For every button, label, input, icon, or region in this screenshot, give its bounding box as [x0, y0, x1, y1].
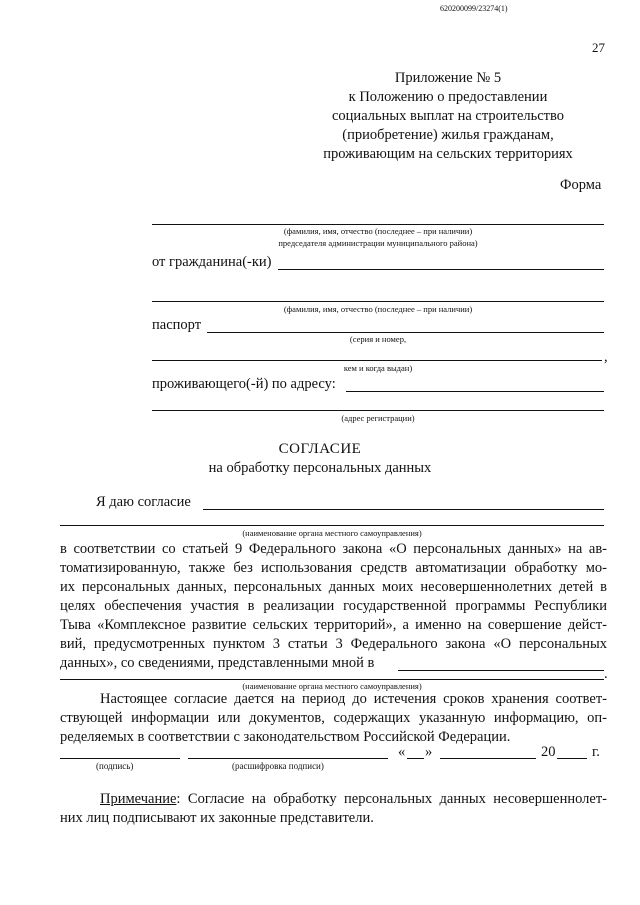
- passport-issued-caption: кем и когда выдан): [343, 363, 413, 373]
- head-name-line[interactable]: [152, 224, 604, 225]
- head-name-caption-1: (фамилия, имя, отчество (последнее – при наличии): [283, 226, 473, 236]
- consent-start: Я даю согласие: [96, 494, 191, 510]
- body-line: вий, предусмотренных пунктом 3 статьи 3 Федерального закона «О персональных: [60, 636, 607, 652]
- address-caption: (адрес регистрации): [341, 413, 415, 423]
- body-line: целях обеспечения участия в реализации государственной программы Республики: [60, 598, 607, 614]
- from-citizen-line[interactable]: [278, 269, 604, 270]
- period-mark: .: [604, 666, 608, 682]
- appendix-header-line-3: социальных выплат на строительство: [331, 108, 565, 124]
- date-year-line[interactable]: [557, 758, 587, 759]
- signature-decode-caption: (расшифровка подписи): [232, 761, 324, 771]
- appendix-header-line-2: к Положению о предоставлении: [348, 89, 548, 105]
- passport-issued-line[interactable]: [152, 360, 602, 361]
- signature-decode-line[interactable]: [188, 758, 388, 759]
- passport-line[interactable]: [207, 332, 604, 333]
- authority-line-2[interactable]: [60, 525, 604, 526]
- form-label: Форма: [560, 177, 602, 193]
- date-year-prefix: 20: [541, 744, 556, 760]
- address-line-2[interactable]: [152, 410, 604, 411]
- page-number: 27: [592, 40, 605, 55]
- period-line: [60, 691, 607, 708]
- citizen-name-line[interactable]: [152, 301, 604, 302]
- signature-line[interactable]: [60, 758, 180, 759]
- body-line-last: данных», со сведениями, представленными мной в: [60, 655, 375, 671]
- body-line: Тыва «Комплексное развитие сельских территорий», а именно на совершение дейст-: [60, 617, 607, 633]
- appendix-header-line-5: проживающим на сельских территориях: [323, 146, 573, 162]
- document-id: 620200099/23274(1): [440, 4, 508, 13]
- authority-line-1[interactable]: [203, 509, 604, 510]
- note-line-2: них лиц подписывают их законные представители.: [60, 810, 374, 826]
- document-subtitle: на обработку персональных данных: [208, 460, 432, 476]
- date-month-line[interactable]: [440, 758, 536, 759]
- note-label: Примечание: [100, 791, 177, 807]
- authority-caption-1: (наименование органа местного самоуправления): [242, 528, 422, 538]
- passport-series-caption: (серия и номер,: [349, 334, 407, 344]
- passport-label: паспорт: [152, 317, 202, 333]
- body-line: их персональных данных, персональных данных моих несовершеннолетних детей в: [60, 579, 607, 595]
- residing-label: проживающего(-й) по адресу:: [152, 376, 336, 392]
- comma: ,: [604, 349, 608, 365]
- note-text-1: : Согласие на обработку персональных данных несовершеннолет-: [176, 791, 607, 807]
- document-title: СОГЛАСИЕ: [278, 441, 362, 457]
- period-line: ствующей информации или документов, содержащих указанную информацию, оп-: [60, 710, 607, 726]
- date-year-suffix: г.: [592, 744, 600, 760]
- authority-line-3[interactable]: [398, 670, 604, 671]
- appendix-header-line-1: Приложение № 5: [394, 70, 502, 86]
- authority-caption-2: (наименование органа местного самоуправления): [242, 681, 422, 691]
- citizen-name-caption: (фамилия, имя, отчество (последнее – при наличии): [283, 304, 473, 314]
- appendix-header-line-4: (приобретение) жилья гражданам,: [342, 127, 554, 143]
- head-name-caption-2: председателя администрации муниципального района): [278, 238, 478, 248]
- date-close-quote: »: [425, 744, 433, 760]
- period-line-last: ределяемых в соответствии с законодательством Российской Федерации.: [60, 729, 511, 745]
- signature-caption: (подпись): [96, 761, 134, 771]
- authority-line-4[interactable]: [60, 679, 604, 680]
- date-day-line[interactable]: [407, 758, 424, 759]
- address-line-1[interactable]: [346, 391, 604, 392]
- period-line-text: Настоящее согласие дается на период до истечения сроков хранения соответ-: [100, 691, 607, 707]
- body-line: томатизированную, также без использования средств автоматизации обработку мо-: [60, 560, 607, 576]
- note-line-1: [60, 791, 607, 808]
- from-citizen-label: от гражданина(-ки): [152, 254, 272, 270]
- date-open-quote: «: [398, 744, 406, 760]
- body-line: в соответствии со статьей 9 Федерального закона «О персональных данных» на ав-: [60, 541, 607, 557]
